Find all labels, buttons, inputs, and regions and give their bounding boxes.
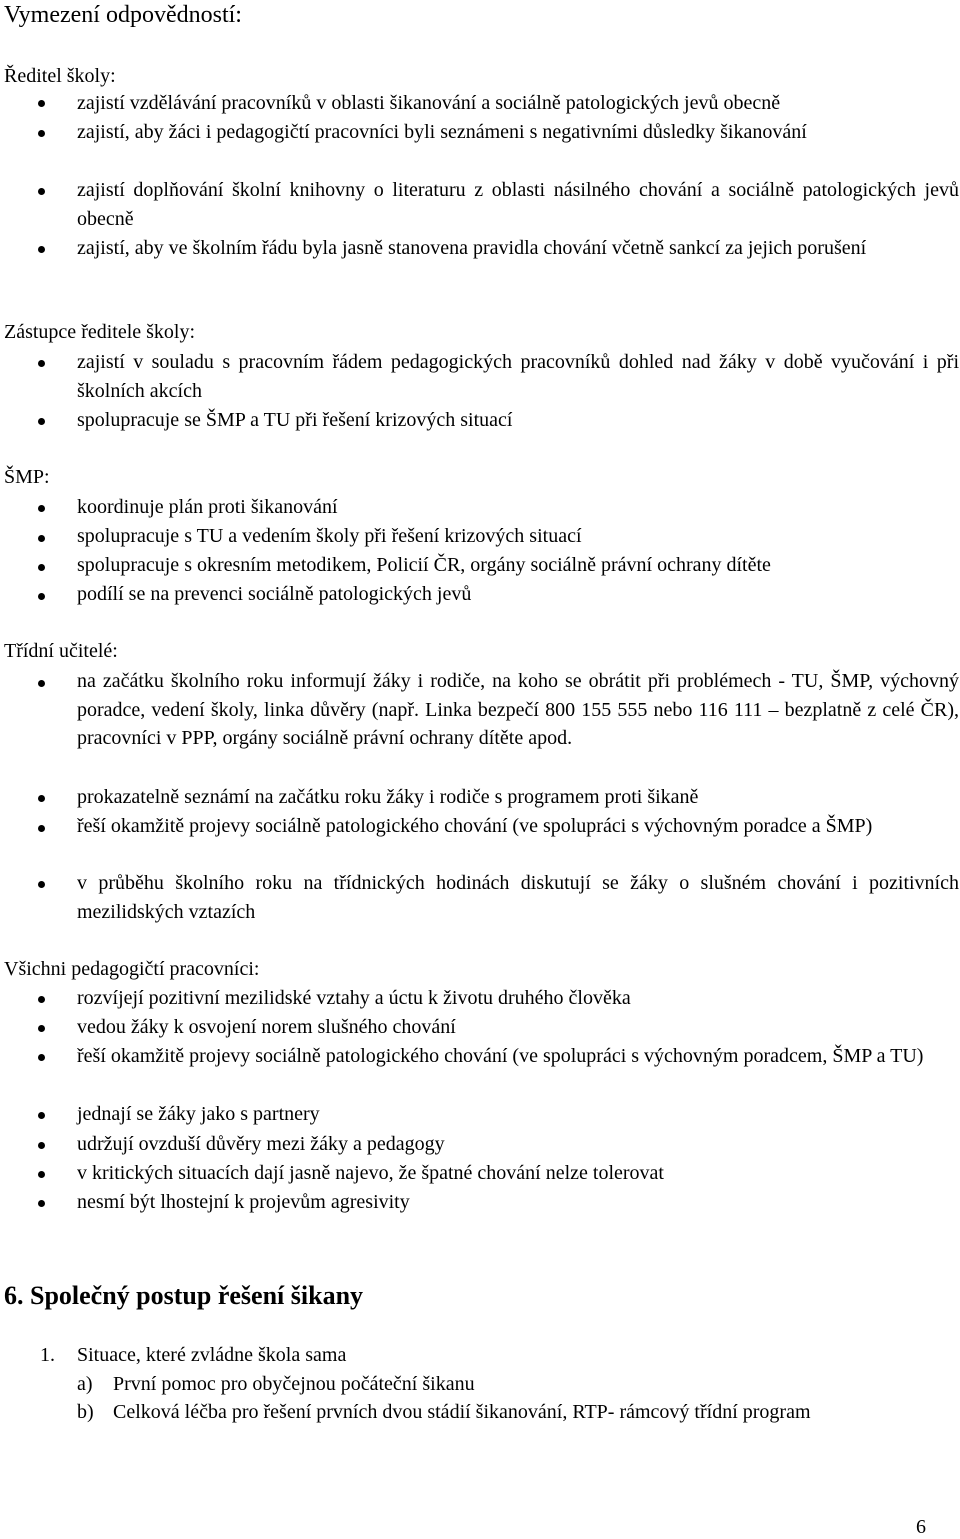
list-item: řeší okamžitě projevy sociálně patologického chování (ve spolupráci s výchovným poradcem, ŠMP a TU) xyxy=(77,1045,924,1067)
bullet-icon xyxy=(38,825,45,832)
bullet-icon xyxy=(38,418,45,425)
section-heading-tridni-ucitele: Třídní učitelé: xyxy=(4,640,118,662)
numbered-item-number: 1. xyxy=(40,1344,55,1366)
list-item: zajistí, aby žáci i pedagogičtí pracovníci byli seznámeni s negativními důsledky šikanování xyxy=(77,121,807,143)
bullet-icon xyxy=(38,246,45,253)
bullet-icon xyxy=(38,130,45,137)
subitem-label: a) xyxy=(77,1373,93,1395)
bullet-icon xyxy=(38,535,45,542)
section-heading-smp: ŠMP: xyxy=(4,466,50,488)
page-number: 6 xyxy=(916,1516,926,1538)
bullet-icon xyxy=(38,680,45,687)
list-item: podílí se na prevenci sociálně patologických jevů xyxy=(77,583,472,605)
bullet-icon xyxy=(38,593,45,600)
list-item: zajistí vzdělávání pracovníků v oblasti šikanování a sociálně patologických jevů obecně xyxy=(77,92,781,114)
bullet-icon xyxy=(38,1025,45,1032)
bullet-icon xyxy=(38,188,45,195)
bullet-icon xyxy=(38,795,45,802)
list-item: spolupracuje s TU a vedením školy při řešení krizových situací xyxy=(77,525,582,547)
numbered-item-text: Situace, které zvládne škola sama xyxy=(77,1344,347,1366)
list-item: nesmí být lhostejní k projevům agresivity xyxy=(77,1191,410,1213)
list-item: spolupracuje s okresním metodikem, Policií ČR, orgány sociálně právní ochrany dítěte xyxy=(77,554,771,576)
section-heading-zastupce: Zástupce ředitele školy: xyxy=(4,321,196,343)
list-item: vedou žáky k osvojení norem slušného chování xyxy=(77,1016,456,1038)
bullet-icon xyxy=(38,881,45,888)
list-item: jednají se žáky jako s partnery xyxy=(77,1103,320,1125)
list-item: v kritických situacích dají jasně najevo, že špatné chování nelze tolerovat xyxy=(77,1162,664,1184)
list-item: udržují ovzduší důvěry mezi žáky a pedagogy xyxy=(77,1133,445,1155)
list-item: řeší okamžitě projevy sociálně patologického chování (ve spolupráci s výchovným poradce a ŠMP) xyxy=(77,815,873,837)
subitem-text: První pomoc pro obyčejnou počáteční šikanu xyxy=(113,1373,475,1395)
list-item: v průběhu školního roku na třídnických hodinách diskutují se žáky o slušném chování i pozitivních mezilidských vztazích xyxy=(77,872,959,923)
bullet-icon xyxy=(38,100,45,107)
bullet-icon xyxy=(38,1171,45,1178)
page-title: Vymezení odpovědností: xyxy=(4,2,242,28)
bullet-icon xyxy=(38,1142,45,1149)
subitem-label: b) xyxy=(77,1401,94,1423)
bullet-icon xyxy=(38,996,45,1003)
list-item: zajistí v souladu s pracovním řádem pedagogických pracovníků dohled nad žáky v době vyučování i při školních akcích xyxy=(77,351,959,402)
list-item: zajistí, aby ve školním řádu byla jasně stanovena pravidla chování včetně sankcí za jejich porušení xyxy=(77,237,867,259)
list-item: spolupracuje se ŠMP a TU při řešení krizových situací xyxy=(77,409,513,431)
section-heading-vsichni-pedagogove: Všichni pedagogičtí pracovníci: xyxy=(4,958,260,980)
bullet-icon xyxy=(38,1200,45,1207)
bullet-icon xyxy=(38,1112,45,1119)
bullet-icon xyxy=(38,505,45,512)
list-item: zajistí doplňování školní knihovny o literaturu z oblasti násilného chování a sociálně patologických jevů obecně xyxy=(77,179,959,230)
chapter-heading: 6. Společný postup řešení šikany xyxy=(4,1281,364,1310)
list-item: prokazatelně seznámí na začátku roku žáky i rodiče s programem proti šikaně xyxy=(77,786,699,808)
list-item: koordinuje plán proti šikanování xyxy=(77,496,338,518)
section-heading-reditel: Ředitel školy: xyxy=(4,65,116,87)
list-item: na začátku školního roku informují žáky i rodiče, na koho se obrátit při problémech - TU, ŠMP, výchovný poradce, vedení školy, linka důvěry (např. Linka bezpečí 800 155 555 nebo 116 111 – bezplatně z celé ČR), pracovníci v PPP, orgány sociálně právní ochrany dítěte apod. xyxy=(77,670,959,749)
bullet-icon xyxy=(38,564,45,571)
list-item: rozvíjejí pozitivní mezilidské vztahy a úctu k životu druhého člověka xyxy=(77,987,631,1009)
subitem-text: Celková léčba pro řešení prvních dvou stádií šikanování, RTP- rámcový třídní program xyxy=(113,1401,811,1423)
bullet-icon xyxy=(38,1054,45,1061)
bullet-icon xyxy=(38,360,45,367)
